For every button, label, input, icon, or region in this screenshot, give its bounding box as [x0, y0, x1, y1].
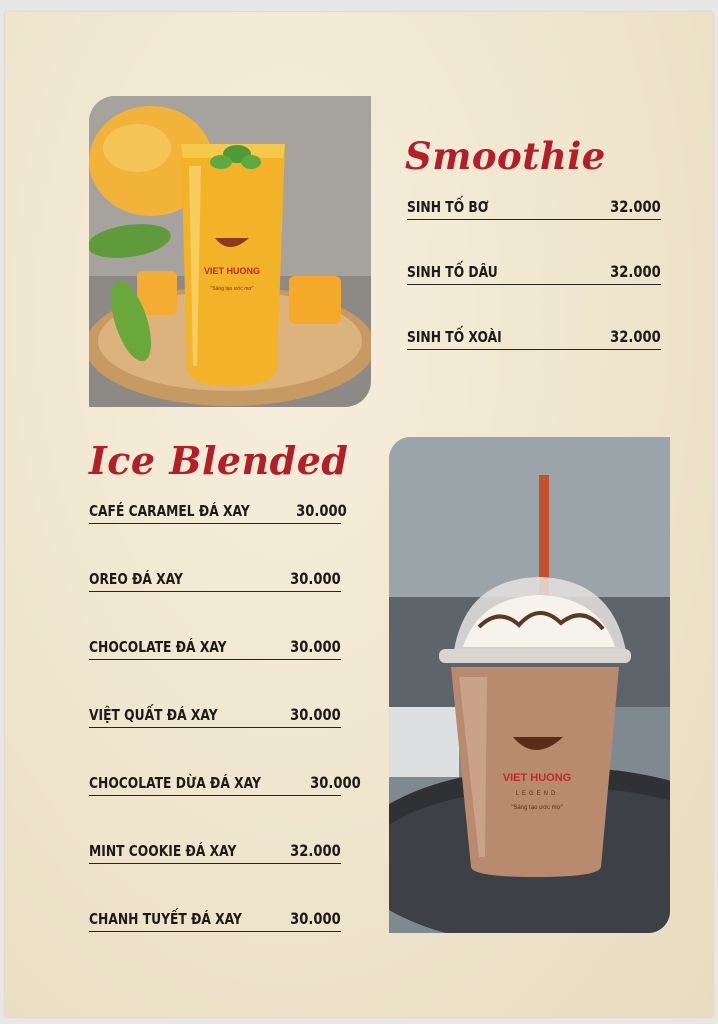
item-price: 30.000	[290, 909, 341, 928]
item-price: 32.000	[610, 262, 661, 281]
item-name: MINT COOKIE ĐÁ XAY	[89, 842, 237, 860]
item-name: SINH TỐ DÂU	[407, 263, 498, 281]
item-name: SINH TỐ XOÀI	[407, 328, 502, 346]
item-name: CAFÉ CARAMEL ĐÁ XAY	[89, 502, 250, 520]
item-price: 30.000	[290, 569, 341, 588]
menu-row	[89, 694, 341, 728]
brand-slogan-glass1: "Sáng tạo ước mơ"	[210, 286, 254, 292]
ice-blended-menu	[89, 490, 361, 932]
brand-logo-glass2: VIET HUONG	[502, 772, 572, 784]
item-name: CHOCOLATE ĐÁ XAY	[89, 638, 227, 656]
smoothie-menu	[407, 186, 661, 350]
ice-blended-photo	[389, 437, 670, 933]
menu-row	[89, 898, 341, 932]
smoothie-title: Smoothie	[405, 134, 606, 178]
item-name: CHANH TUYẾT ĐÁ XAY	[89, 910, 242, 928]
brand-slogan-glass2: "Sáng tạo ước mơ"	[511, 805, 563, 811]
item-price: 30.000	[290, 705, 341, 724]
item-name: SINH TỐ BƠ	[407, 198, 489, 216]
menu-row	[407, 251, 661, 285]
ice-blended-title: Ice Blended	[89, 438, 349, 483]
menu-row	[89, 626, 341, 660]
menu-row	[89, 830, 341, 864]
menu-row	[89, 490, 347, 524]
item-name: CHOCOLATE DỪA ĐÁ XAY	[89, 774, 261, 792]
item-name: OREO ĐÁ XAY	[89, 570, 183, 588]
item-name: VIỆT QUẤT ĐÁ XAY	[89, 706, 218, 724]
item-price: 32.000	[610, 327, 661, 346]
item-price: 30.000	[296, 501, 347, 520]
menu-row	[407, 186, 661, 220]
menu-row	[407, 316, 661, 350]
smoothie-photo	[89, 96, 371, 407]
menu-row	[89, 762, 361, 796]
menu-page	[5, 12, 713, 1017]
menu-row	[89, 558, 341, 592]
item-price: 30.000	[290, 637, 341, 656]
brand-logo-glass1: VIET HUONG	[203, 266, 261, 276]
item-price: 30.000	[309, 773, 361, 792]
item-price: 32.000	[610, 197, 661, 216]
brand-sub-glass2: LEGEND	[515, 791, 559, 797]
item-price: 32.000	[290, 841, 341, 860]
